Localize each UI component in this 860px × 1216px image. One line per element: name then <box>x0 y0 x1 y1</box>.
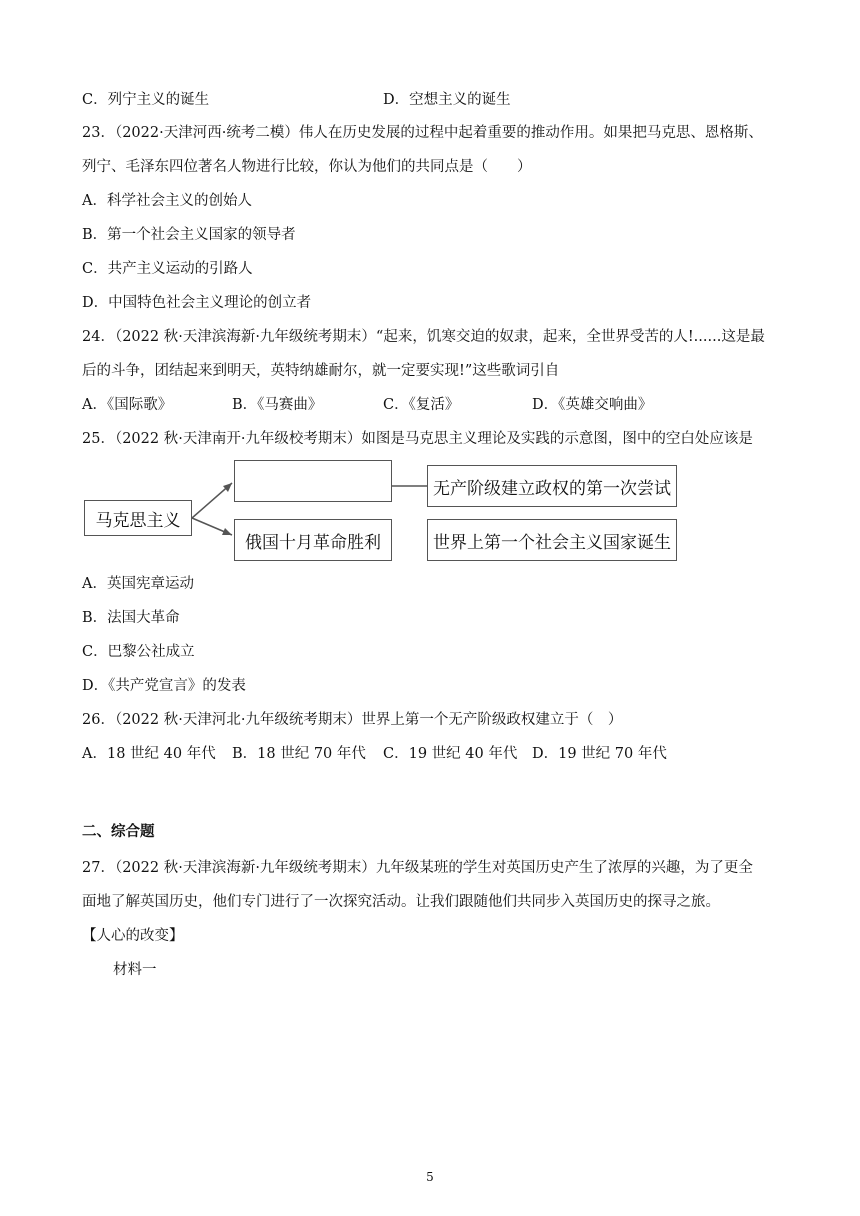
section-title: 二、综合题 <box>82 823 155 840</box>
marxism-diagram <box>82 455 702 565</box>
q24-option-b: B．《马赛曲》 <box>232 397 323 413</box>
q25-stem: 25．（2022 秋·天津南开·九年级校考期末）如图是马克思主义理论及实践的示意图，图中的空白处应该是 <box>82 431 753 447</box>
q23-option-a: A．科学社会主义的创始人 <box>82 193 252 209</box>
q24-option-d: D．《英雄交响曲》 <box>532 397 653 413</box>
q24-stem-line2: 后的斗争，团结起来到明天，英特纳雄耐尔，就一定要实现!”这些歌词引自 <box>82 363 560 379</box>
diagram-blank-box <box>234 460 392 502</box>
q27-stem-line1: 27．（2022 秋·天津滨海新·九年级统考期末）九年级某班的学生对英国历史产生了浓厚的兴趣，为了更全 <box>82 860 753 876</box>
q27-material-label: 材料一 <box>113 962 157 978</box>
diagram-october-revolution: 俄国十月革命胜利 <box>234 519 392 561</box>
q27-subheading: 【人心的改变】 <box>82 928 184 944</box>
q26-option-c: C．19 世纪 40 年代 <box>383 746 518 762</box>
q25-option-b: B．法国大革命 <box>82 610 180 626</box>
q25-option-a: A．英国宪章运动 <box>82 576 194 592</box>
diagram-first-proletarian-attempt: 无产阶级建立政权的第一次尝试 <box>427 465 677 507</box>
q26-option-d: D．19 世纪 70 年代 <box>532 746 667 762</box>
q25-option-c: C．巴黎公社成立 <box>82 644 195 660</box>
q26-option-a: A．18 世纪 40 年代 <box>82 746 216 762</box>
q23-option-c: C．共产主义运动的引路人 <box>82 261 253 277</box>
q23-stem-line2: 列宁、毛泽东四位著名人物进行比较，你认为他们的共同点是（ ） <box>82 159 532 175</box>
q26-stem: 26．（2022 秋·天津河北·九年级统考期末）世界上第一个无产阶级政权建立于（ ） <box>82 712 623 728</box>
page-number: 5 <box>426 1170 434 1184</box>
q26-option-b: B．18 世纪 70 年代 <box>232 746 366 762</box>
q24-option-a: A．《国际歌》 <box>82 397 173 413</box>
q24-option-c: C．《复活》 <box>383 397 460 413</box>
q27-stem-line2: 面地了解英国历史，他们专门进行了一次探究活动。让我们跟随他们共同步入英国历史的探寻之旅。 <box>82 894 720 910</box>
q23-stem-line1: 23．（2022·天津河西·统考二模）伟人在历史发展的过程中起着重要的推动作用。如果把马克思、恩格斯、 <box>82 125 763 141</box>
q22-option-d: D．空想主义的诞生 <box>383 92 511 108</box>
q22-option-c: C．列宁主义的诞生 <box>82 92 210 108</box>
q23-option-d: D．中国特色社会主义理论的创立者 <box>82 295 312 311</box>
diagram-first-socialist-state: 世界上第一个社会主义国家诞生 <box>427 519 677 561</box>
q24-stem-line1: 24．（2022 秋·天津滨海新·九年级统考期末）“起来，饥寒交迫的奴隶，起来，全世界受苦的人!......这是最 <box>82 329 765 345</box>
q25-option-d: D．《共产党宣言》的发表 <box>82 678 246 694</box>
diagram-root-marxism: 马克思主义 <box>84 500 192 536</box>
q23-option-b: B．第一个社会主义国家的领导者 <box>82 227 296 243</box>
